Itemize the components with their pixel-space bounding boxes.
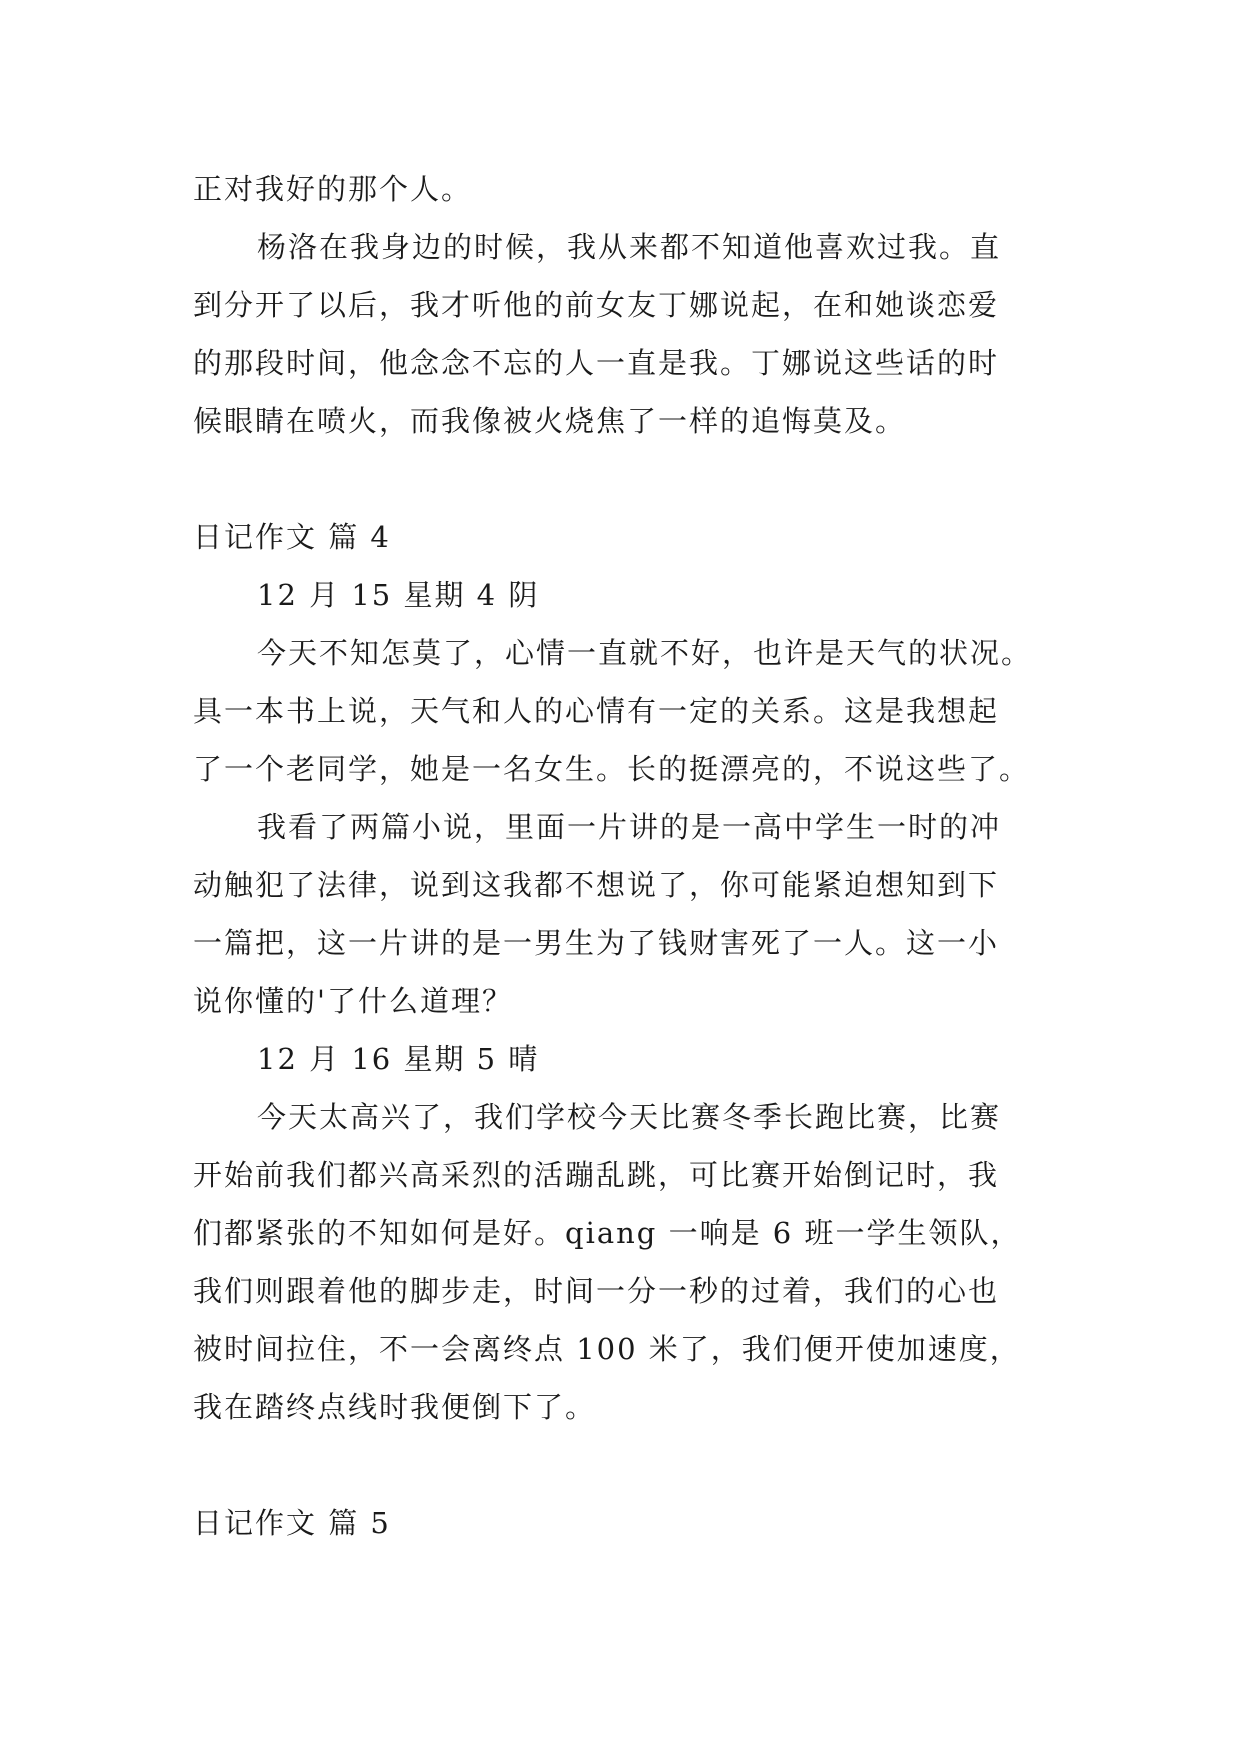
text-line: 具一本书上说，天气和人的心情有一定的关系。这是我想起 xyxy=(193,694,1000,728)
diary-date: 12 月 15 星期 4 阴 xyxy=(257,578,540,612)
text-line: 正对我好的那个人。 xyxy=(193,172,473,206)
text-line: 的那段时间，他念念不忘的人一直是我。丁娜说这些话的时 xyxy=(193,346,1000,380)
text-line: 动触犯了法律，说到这我都不想说了，你可能紧迫想知到下 xyxy=(193,868,1000,902)
paragraph-start: 今天不知怎莫了，心情一直就不好，也许是天气的状况。 xyxy=(257,636,1033,670)
text-line: 开始前我们都兴高采烈的活蹦乱跳，可比赛开始倒记时，我 xyxy=(193,1158,1000,1192)
text-line: 们都紧张的不知如何是好。qiang 一响是 6 班一学生领队， xyxy=(193,1216,1022,1250)
text-line: 说你懂的'了什么道理？ xyxy=(193,984,513,1018)
paragraph-start: 今天太高兴了，我们学校今天比赛冬季长跑比赛，比赛 xyxy=(257,1100,1002,1134)
paragraph-start: 我看了两篇小说，里面一片讲的是一高中学生一时的冲 xyxy=(257,810,1002,844)
text-line: 了一个老同学，她是一名女生。长的挺漂亮的，不说这些了。 xyxy=(193,752,1031,786)
text-line: 候眼睛在喷火，而我像被火烧焦了一样的追悔莫及。 xyxy=(193,404,907,438)
section-heading: 日记作文 篇 4 xyxy=(193,520,391,554)
blank-line xyxy=(193,450,1053,508)
document-body xyxy=(193,160,1053,1552)
text-line: 我们则跟着他的脚步走，时间一分一秒的过着，我们的心也 xyxy=(193,1274,1000,1308)
diary-date: 12 月 16 星期 5 晴 xyxy=(257,1042,540,1076)
section-heading: 日记作文 篇 5 xyxy=(193,1506,391,1540)
text-line: 一篇把，这一片讲的是一男生为了钱财害死了一人。这一小 xyxy=(193,926,1000,960)
text-line: 被时间拉住，不一会离终点 100 米了，我们便开使加速度， xyxy=(193,1332,1021,1366)
paragraph-start: 杨洛在我身边的时候，我从来都不知道他喜欢过我。直 xyxy=(257,230,1002,264)
text-line: 我在踏终点线时我便倒下了。 xyxy=(193,1390,597,1424)
text-line: 到分开了以后，我才听他的前女友丁娜说起，在和她谈恋爱 xyxy=(193,288,1000,322)
blank-line xyxy=(193,1436,1053,1494)
